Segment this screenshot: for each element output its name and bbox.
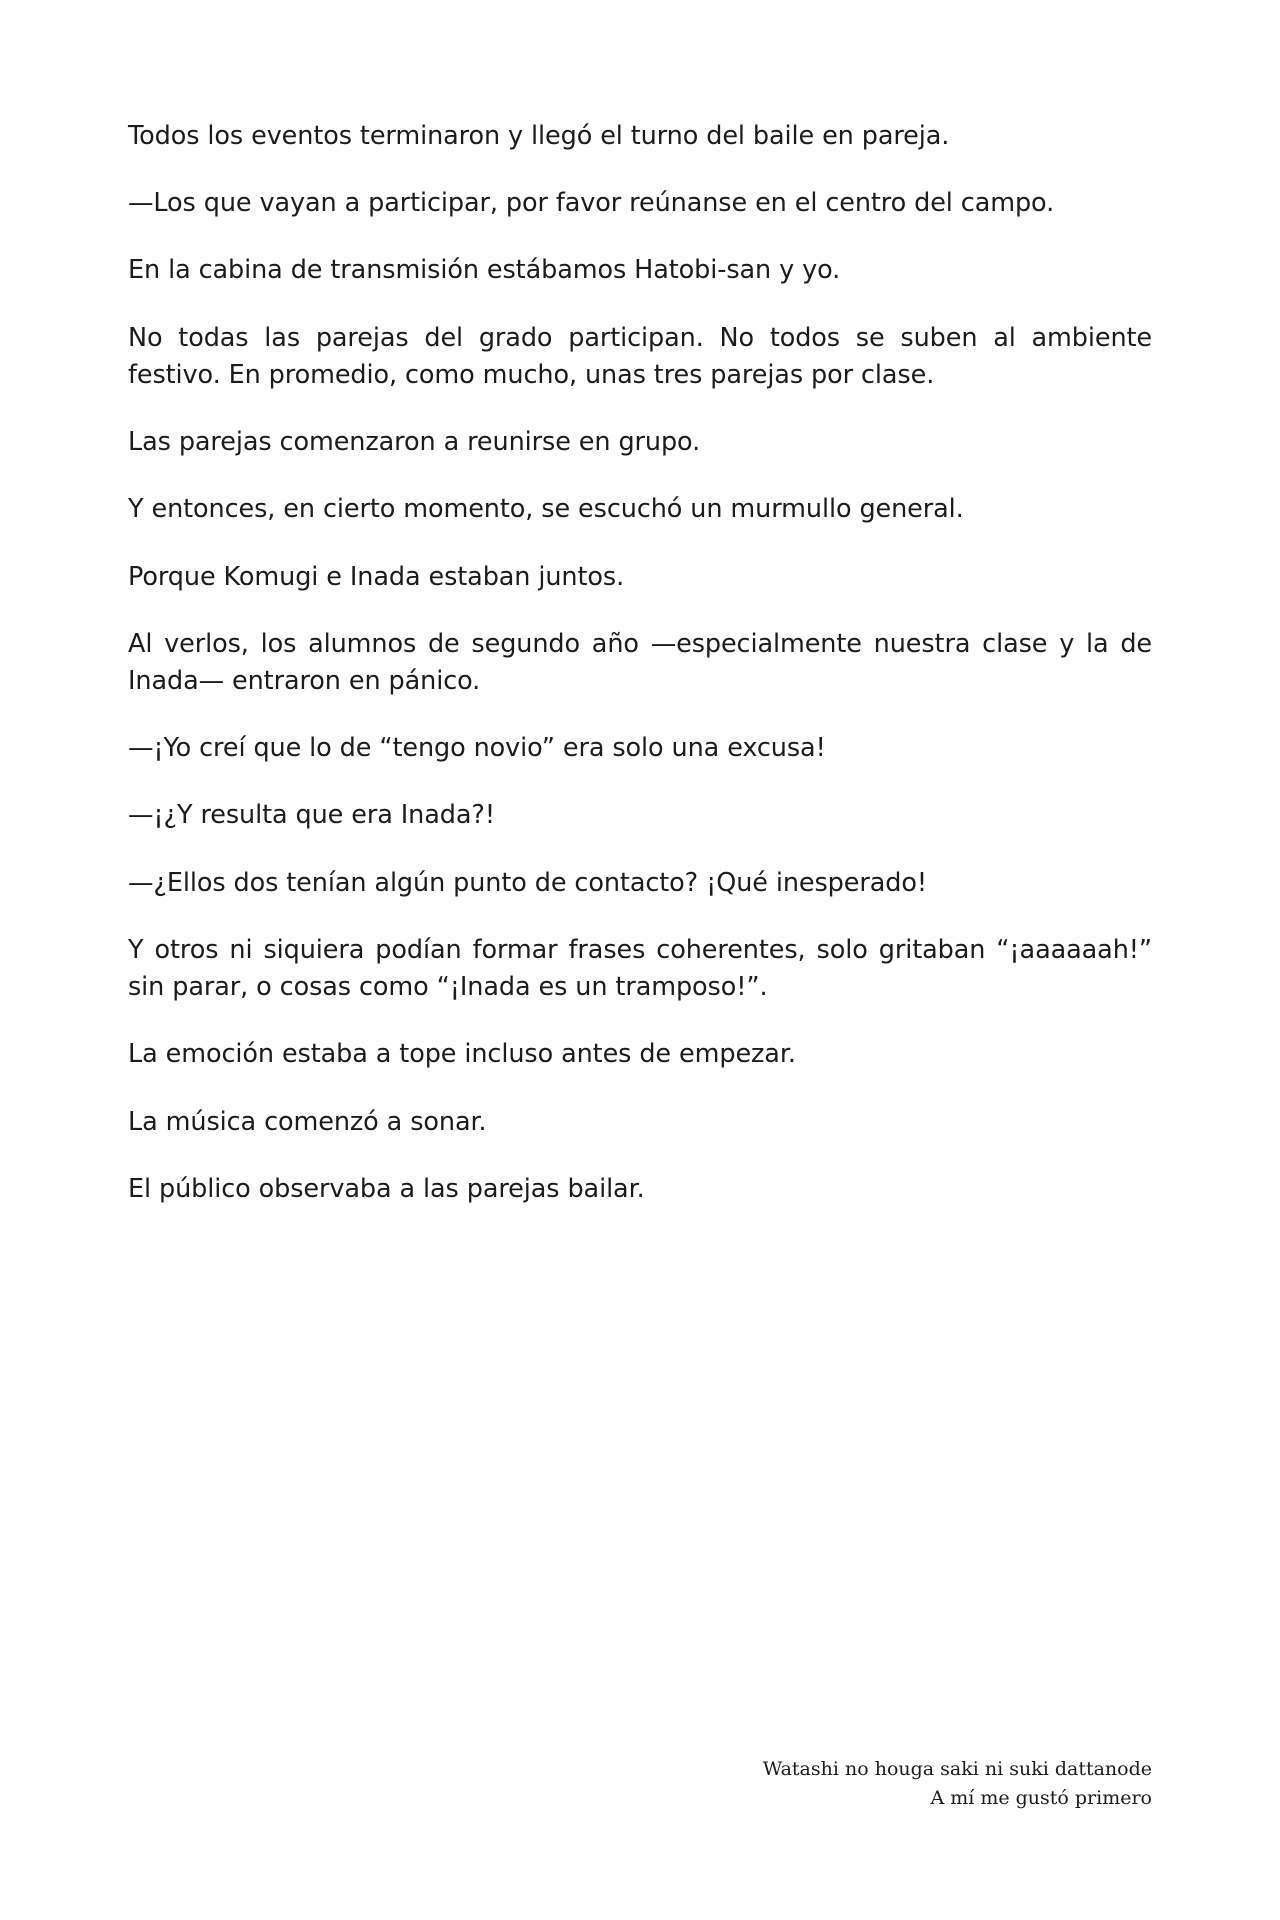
paragraph-9-dialogue: —¡Yo creí que lo de “tengo novio” era solo una excusa!	[128, 733, 826, 764]
paragraph-3: En la cabina de transmisión estábamos Hatobi-san y yo.	[128, 255, 841, 286]
paragraph-1: Todos los eventos terminaron y llegó el turno del baile en pareja.	[128, 121, 950, 151]
paragraph-14: La música comenzó a sonar.	[128, 1106, 487, 1137]
paragraph-15: El público observaba a las parejas bailar.	[128, 1173, 645, 1204]
paragraph-11-dialogue: —¿Ellos dos tenían algún punto de contacto? ¡Qué inesperado!	[128, 867, 927, 898]
paragraph-4: No todas las parejas del grado participan. No todos se suben al ambiente festivo. En promedio, como mucho, unas tres parejas por clase.	[128, 322, 1152, 390]
page-footer	[128, 1755, 1152, 1814]
paragraph-6: Y entonces, en cierto momento, se escuchó un murmullo general.	[128, 494, 964, 525]
paragraph-13: La emoción estaba a tope incluso antes de empezar.	[128, 1039, 796, 1070]
document-body	[128, 118, 1152, 1238]
paragraph-8: Al verlos, los alumnos de segundo año —especialmente nuestra clase y la de Inada— entraron en pánico.	[128, 628, 1152, 696]
footer-original-title: Watashi no houga saki ni suki dattanode	[762, 1758, 1152, 1780]
footer-translated-title: A mí me gustó primero	[930, 1787, 1152, 1810]
paragraph-2: —Los que vayan a participar, por favor reúnanse en el centro del campo.	[128, 188, 1055, 219]
paragraph-5: Las parejas comenzaron a reunirse en grupo.	[128, 427, 701, 458]
paragraph-12: Y otros ni siquiera podían formar frases coherentes, solo gritaban “¡aaaaaah!” sin parar, o cosas como “¡Inada es un tramposo!”.	[128, 934, 1152, 1003]
paragraph-10-dialogue: —¡¿Y resulta que era Inada?!	[128, 800, 495, 831]
paragraph-7: Porque Komugi e Inada estaban juntos.	[128, 561, 625, 592]
